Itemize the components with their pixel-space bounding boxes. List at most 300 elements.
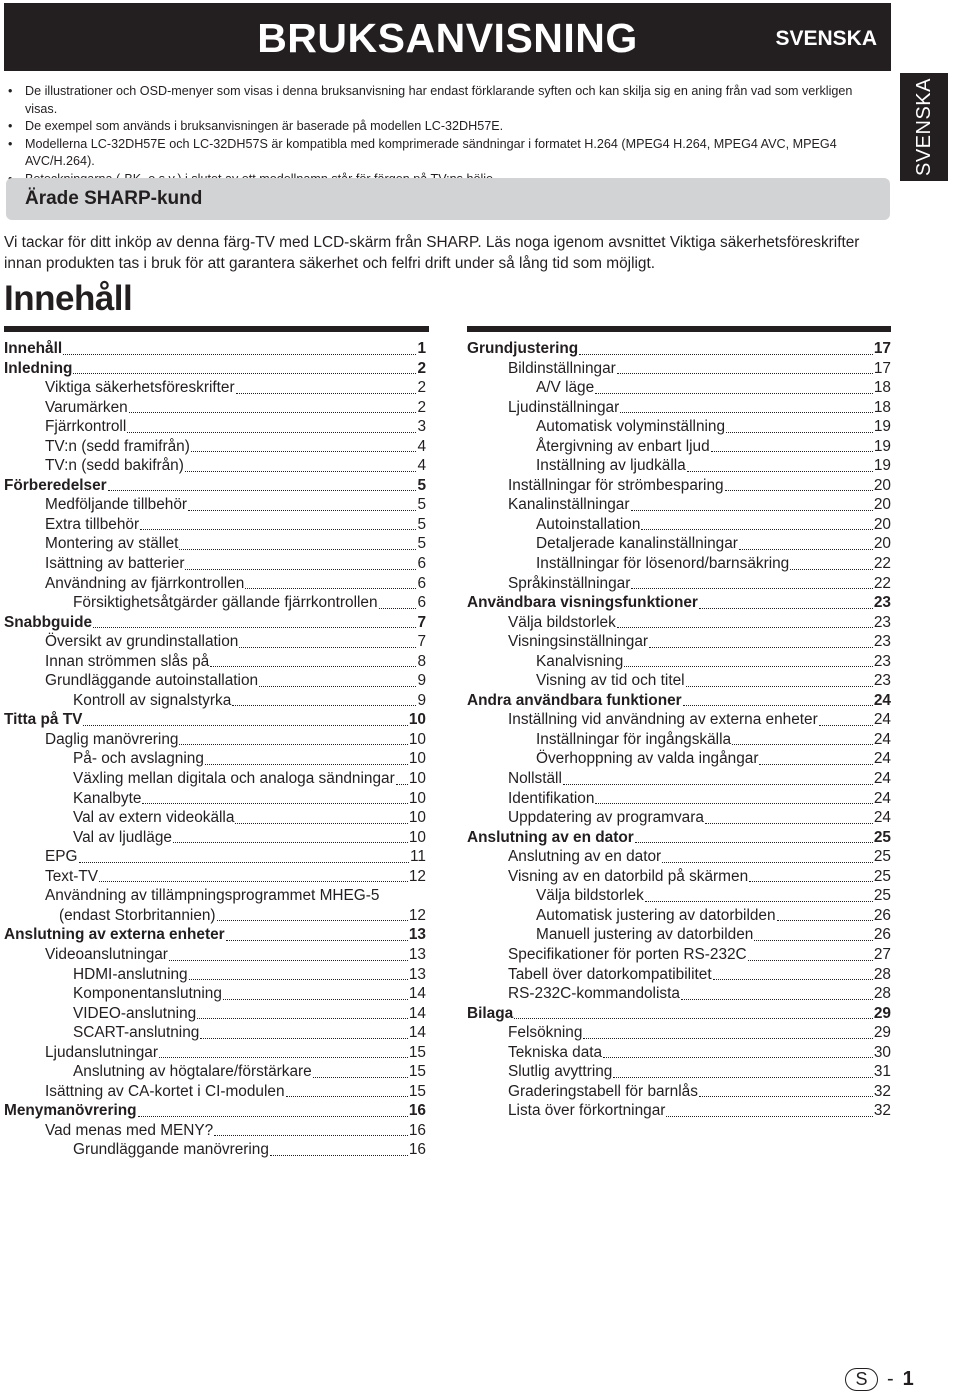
- toc-entry-label: Graderingstabell för barnlås: [508, 1082, 698, 1100]
- note-item: • De exempel som används i bruksanvisningen är baserade på modellen LC-32DH57E.: [8, 118, 888, 136]
- toc-entry-label: TV:n (sedd bakifrån): [45, 457, 184, 475]
- toc-entry-label: Inställningar för strömbesparing: [508, 476, 724, 494]
- toc-entry-page: 30: [873, 1043, 891, 1061]
- header-bar: [4, 3, 891, 71]
- toc-entry: [4, 847, 426, 867]
- toc-entry-label: TV:n (sedd framifrån): [45, 437, 190, 455]
- toc-entry-page: 4: [417, 457, 426, 475]
- toc-leader-dots: [83, 725, 407, 726]
- toc-leader-dots: [138, 1116, 408, 1117]
- toc-entry: [467, 965, 891, 985]
- toc-entry-label: Nollställ: [508, 770, 562, 788]
- toc-leader-dots: [63, 354, 416, 355]
- toc-leader-dots: [214, 1135, 408, 1136]
- toc-entry-label: Viktiga säkerhetsföreskrifter: [45, 379, 235, 397]
- toc-entry-label: Inställningar för ingångskälla: [536, 730, 732, 748]
- toc-entry: [4, 1140, 426, 1160]
- toc-entry: [467, 613, 891, 633]
- toc-entry-label: Ljudanslutningar: [45, 1043, 158, 1061]
- toc-entry: [467, 359, 891, 379]
- toc-entry-label: Felsökning: [508, 1024, 583, 1042]
- toc-section-entry: [4, 476, 426, 496]
- toc-entry-label: Bilaga: [467, 1004, 514, 1022]
- toc-entry-label: RS-232C-kommandolista: [508, 985, 680, 1003]
- toc-entry-label: Slutlig avyttring: [508, 1063, 613, 1081]
- toc-entry-page: 12: [408, 867, 426, 885]
- toc-entry-page: 24: [873, 750, 891, 768]
- toc-entry-page: 2: [417, 379, 426, 397]
- toc-entry: [467, 515, 891, 535]
- toc-leader-dots: [185, 471, 417, 472]
- toc-entry-label: Medföljande tillbehör: [45, 496, 188, 514]
- toc-leader-dots: [286, 1096, 408, 1097]
- toc-entry-label: Isättning av batterier: [45, 555, 185, 573]
- toc-entry: [467, 1082, 891, 1102]
- toc-leader-dots: [173, 842, 408, 843]
- toc-column-left: [4, 339, 426, 1160]
- toc-entry-label: Montering av stället: [45, 535, 179, 553]
- toc-entry-page: 10: [408, 711, 426, 729]
- toc-leader-dots: [631, 510, 873, 511]
- toc-leader-dots: [159, 1057, 408, 1058]
- toc-entry: [4, 984, 426, 1004]
- toc-entry-label: Växling mellan digitala och analoga sändningar: [73, 770, 395, 788]
- toc-leader-dots: [189, 979, 408, 980]
- toc-entry-page: 14: [408, 1024, 426, 1042]
- toc-entry-page: 23: [873, 613, 891, 631]
- page-number: 1: [902, 1367, 914, 1390]
- toc-entry-label: Inledning: [4, 359, 73, 377]
- toc-entry-page: 25: [873, 828, 891, 846]
- toc-section-entry: [4, 613, 426, 633]
- toc-section-entry: [467, 593, 891, 613]
- toc-entry-label: Översikt av grundinstallation: [45, 633, 239, 651]
- toc-leader-dots: [790, 569, 873, 570]
- toc-leader-dots: [127, 432, 416, 433]
- toc-entry: [467, 1043, 891, 1063]
- toc-entry-page: 15: [408, 1063, 426, 1081]
- toc-entry-label: Detaljerade kanalinställningar: [536, 535, 738, 553]
- toc-entry: [4, 808, 426, 828]
- toc-entry-page: 20: [873, 496, 891, 514]
- page-footer: [845, 1366, 914, 1392]
- toc-entry: [4, 867, 426, 887]
- toc-leader-dots: [169, 960, 408, 961]
- toc-entry-page: 18: [873, 398, 891, 416]
- toc-leader-dots: [662, 862, 873, 863]
- toc-leader-dots: [217, 920, 408, 921]
- language-label: SVENSKA: [775, 27, 877, 50]
- toc-entry: [467, 574, 891, 594]
- toc-leader-dots: [197, 1018, 408, 1019]
- toc-entry-label: SCART-anslutning: [73, 1024, 200, 1042]
- toc-entry-page: 23: [873, 633, 891, 651]
- toc-entry-page: 6: [417, 555, 426, 573]
- toc-entry: [4, 574, 426, 594]
- toc-leader-dots: [687, 471, 873, 472]
- toc-entry-page: 9: [417, 691, 426, 709]
- toc-leader-dots: [232, 705, 416, 706]
- toc-entry: [467, 456, 891, 476]
- toc-entry: [4, 730, 426, 750]
- toc-entry-label: Välja bildstorlek: [536, 887, 644, 905]
- toc-entry: [4, 828, 426, 848]
- toc-leader-dots: [754, 940, 873, 941]
- toc-leader-dots: [379, 608, 417, 609]
- toc-entry: [467, 417, 891, 437]
- toc-entry-label: Inställning vid användning av externa enheter: [508, 711, 818, 729]
- toc-leader-dots: [645, 901, 873, 902]
- toc-leader-dots: [205, 764, 408, 765]
- toc-leader-dots: [777, 920, 873, 921]
- toc-leader-dots: [200, 1038, 408, 1039]
- toc-entry-page: 13: [408, 945, 426, 963]
- toc-leader-dots: [631, 588, 873, 589]
- toc-entry-page: 24: [873, 770, 891, 788]
- toc-entry-label: Visningsinställningar: [508, 633, 649, 651]
- toc-entry-page: 17: [873, 359, 891, 377]
- toc-leader-dots: [748, 960, 873, 961]
- toc-entry-page: 25: [873, 867, 891, 885]
- toc-entry-page: 24: [873, 711, 891, 729]
- toc-entry-page: 25: [873, 848, 891, 866]
- toc-leader-dots: [595, 803, 872, 804]
- toc-entry-page: 13: [408, 965, 426, 983]
- intro-paragraph: Vi tackar för ditt inköp av denna färg-TV med LCD-skärm från SHARP. Läs noga igenom avsnittet Viktiga säkerhetsföreskrifter innan produkten tas i bruk för att garantera säkerhet och felfri drift under så lång tid som möjligt.: [4, 234, 860, 272]
- toc-entry: [4, 456, 426, 476]
- bullet-icon: •: [8, 119, 13, 133]
- toc-entry-label: A/V läge: [536, 379, 595, 397]
- toc-entry: [4, 1082, 426, 1102]
- toc-entry: [467, 925, 891, 945]
- toc-entry-page: 5: [417, 496, 426, 514]
- toc-entry-page: 29: [873, 1024, 891, 1042]
- toc-leader-dots: [726, 432, 873, 433]
- toc-entry-page: 16: [408, 1141, 426, 1159]
- toc-entry-page: 10: [408, 828, 426, 846]
- toc-entry-label: Innan strömmen slås på: [45, 652, 210, 670]
- toc-entry: [467, 1101, 891, 1121]
- toc-entry-label: Ljudinställningar: [508, 398, 620, 416]
- toc-entry: [467, 984, 891, 1004]
- toc-entry-page: 14: [408, 1004, 426, 1022]
- toc-entry-page: 2: [417, 359, 426, 377]
- toc-entry: [4, 417, 426, 437]
- toc-entry-page: 29: [873, 1004, 891, 1022]
- toc-entry: [4, 769, 426, 789]
- toc-entry-page: 10: [408, 750, 426, 768]
- document-title: BRUKSANVISNING: [257, 15, 638, 61]
- toc-entry: [4, 886, 426, 906]
- toc-entry-page: 10: [408, 730, 426, 748]
- toc-entry: [4, 906, 426, 926]
- toc-leader-dots: [239, 647, 416, 648]
- toc-leader-dots: [93, 627, 416, 628]
- toc-entry-label: Varumärken: [45, 398, 128, 416]
- toc-entry: [4, 749, 426, 769]
- toc-entry-page: 32: [873, 1082, 891, 1100]
- toc-entry-label: Daglig manövrering: [45, 730, 179, 748]
- toc-entry: [4, 1121, 426, 1141]
- toc-entry: [467, 437, 891, 457]
- toc-entry: [467, 378, 891, 398]
- toc-entry-label: Kontroll av signalstyrka: [73, 691, 232, 709]
- toc-entry-page: 17: [873, 340, 891, 357]
- toc-leader-dots: [683, 705, 873, 706]
- toc-entry-page: 10: [408, 789, 426, 807]
- toc-leader-dots: [613, 1077, 873, 1078]
- toc-entry: [467, 476, 891, 496]
- toc-entry-label: Videoanslutningar: [45, 945, 168, 963]
- toc-entry: [467, 730, 891, 750]
- toc-entry-label: Grundjustering: [467, 340, 579, 357]
- toc-entry-page: 3: [417, 418, 426, 436]
- toc-leader-dots: [641, 529, 872, 530]
- toc-entry-label: Användbara visningsfunktioner: [467, 594, 698, 612]
- toc-entry-page: 6: [417, 594, 426, 612]
- toc-entry-page: 16: [408, 1121, 426, 1139]
- toc-entry-label: Grundläggande manövrering: [73, 1141, 269, 1159]
- toc-entry: [467, 710, 891, 730]
- toc-entry-page: 10: [408, 809, 426, 827]
- toc-entry: [467, 847, 891, 867]
- toc-entry: [467, 789, 891, 809]
- bullet-icon: •: [8, 84, 13, 98]
- toc-entry-label: Innehåll: [4, 340, 63, 357]
- toc-leader-dots: [620, 412, 873, 413]
- toc-leader-dots: [210, 666, 416, 667]
- toc-leader-dots: [699, 1096, 873, 1097]
- toc-leader-dots: [583, 1038, 872, 1039]
- toc-leader-dots: [313, 1077, 408, 1078]
- toc-divider-right: [467, 326, 891, 332]
- toc-entry-page: 19: [873, 418, 891, 436]
- toc-entry-label: Menymanövrering: [4, 1102, 137, 1120]
- toc-leader-dots: [514, 1018, 873, 1019]
- toc-section-entry: [4, 710, 426, 730]
- toc-entry: [467, 632, 891, 652]
- toc-entry-page: 15: [408, 1043, 426, 1061]
- note-item: • Modellerna LC-32DH57E och LC-32DH57S är kompatibla med komprimerade sändningar i formatet H.264 (MPEG4 H.264, MPEG4 AVC, MPEG4 AVC/H.264).: [8, 136, 837, 168]
- toc-entry-label: Språkinställningar: [508, 574, 631, 592]
- toc-leader-dots: [759, 764, 872, 765]
- toc-leader-dots: [396, 784, 408, 785]
- toc-entry-label: Identifikation: [508, 789, 595, 807]
- toc-section-entry: [4, 339, 426, 359]
- toc-leader-dots: [223, 999, 408, 1000]
- greeting-banner: [6, 178, 890, 220]
- toc-entry: [4, 1062, 426, 1082]
- toc-entry-label: Kanalvisning: [536, 652, 624, 670]
- toc-entry-page: 23: [873, 672, 891, 690]
- toc-entry-page: 20: [873, 476, 891, 494]
- toc-entry-page: 26: [873, 906, 891, 924]
- toc-entry: [4, 437, 426, 457]
- toc-entry-page: 26: [873, 926, 891, 944]
- toc-entry-label: Val av ljudläge: [73, 828, 172, 846]
- toc-entry-page: 19: [873, 437, 891, 455]
- toc-leader-dots: [188, 510, 416, 511]
- toc-entry-label: Text-TV: [45, 867, 99, 885]
- toc-entry: [467, 671, 891, 691]
- toc-leader-dots: [705, 823, 873, 824]
- toc-entry-label: Användning av tillämpningsprogrammet MHEG-5: [45, 887, 380, 905]
- toc-leader-dots: [235, 823, 407, 824]
- toc-entry-page: 10: [408, 770, 426, 788]
- toc-entry-page: 5: [417, 535, 426, 553]
- toc-entry: [4, 554, 426, 574]
- section-letter-badge: S: [845, 1368, 878, 1391]
- toc-entry: [4, 671, 426, 691]
- toc-leader-dots: [732, 744, 873, 745]
- greeting-heading: Ärade SHARP-kund: [25, 188, 203, 209]
- toc-entry-page: 24: [873, 691, 891, 709]
- toc-entry-label: Försiktighetsåtgärder gällande fjärrkontrollen: [73, 594, 378, 612]
- toc-entry: [467, 867, 891, 887]
- toc-leader-dots: [140, 529, 416, 530]
- toc-leader-dots: [749, 881, 873, 882]
- toc-entry-label: Användning av fjärrkontrollen: [45, 574, 245, 592]
- language-side-tab: SVENSKA: [900, 73, 948, 181]
- toc-entry-page: 11: [410, 848, 426, 866]
- toc-entry-page: 24: [873, 730, 891, 748]
- toc-entry-label: Anslutning av högtalare/förstärkare: [73, 1063, 312, 1081]
- toc-section-entry: [4, 359, 426, 379]
- toc-entry-label: Titta på TV: [4, 711, 83, 729]
- toc-leader-dots: [595, 393, 873, 394]
- toc-entry: [4, 378, 426, 398]
- toc-entry-label: Autoinstallation: [536, 515, 641, 533]
- toc-entry-label: HDMI-anslutning: [73, 965, 188, 983]
- toc-entry-page: 18: [873, 379, 891, 397]
- toc-entry-page: 13: [408, 926, 426, 944]
- toc-leader-dots: [711, 451, 873, 452]
- toc-entry-page: 22: [873, 555, 891, 573]
- toc-entry: [4, 593, 426, 613]
- toc-leader-dots: [649, 647, 873, 648]
- toc-entry: [467, 906, 891, 926]
- toc-entry-label: Manuell justering av datorbilden: [536, 926, 754, 944]
- toc-entry-page: 9: [417, 672, 426, 690]
- toc-entry-label: Grundläggande autoinstallation: [45, 672, 259, 690]
- toc-entry-label: Anslutning av en dator: [467, 828, 634, 846]
- toc-entry-label: Anslutning av en dator: [508, 848, 662, 866]
- toc-entry: [467, 554, 891, 574]
- toc-entry-label: Automatisk volyminställning: [536, 418, 726, 436]
- toc-entry: [467, 808, 891, 828]
- toc-entry-page: 23: [873, 652, 891, 670]
- toc-entry-page: 24: [873, 789, 891, 807]
- toc-leader-dots: [686, 686, 873, 687]
- toc-leader-dots: [270, 1155, 408, 1156]
- toc-entry-page: 23: [873, 594, 891, 612]
- toc-entry-page: 20: [873, 515, 891, 533]
- toc-entry: [4, 495, 426, 515]
- toc-entry-page: 27: [873, 945, 891, 963]
- toc-entry-label: Lista över förkortningar: [508, 1102, 666, 1120]
- toc-entry-page: 28: [873, 985, 891, 1003]
- toc-entry-label: Välja bildstorlek: [508, 613, 616, 631]
- toc-entry-page: 24: [873, 809, 891, 827]
- toc-entry-label: (endast Storbritannien): [59, 906, 216, 924]
- toc-entry-page: 16: [408, 1102, 426, 1120]
- bullet-icon: •: [8, 136, 13, 151]
- toc-entry-page: 28: [873, 965, 891, 983]
- toc-entry-label: Vad menas med MENY?: [45, 1121, 214, 1139]
- toc-entry: [467, 495, 891, 515]
- toc-entry: [4, 398, 426, 418]
- toc-entry: [467, 886, 891, 906]
- toc-leader-dots: [681, 999, 873, 1000]
- toc-entry: [4, 965, 426, 985]
- toc-entry-page: 12: [408, 906, 426, 924]
- toc-entry-page: 25: [873, 887, 891, 905]
- toc-section-entry: [4, 1101, 426, 1121]
- toc-entry-label: På- och avslagning: [73, 750, 204, 768]
- toc-entry: [467, 1062, 891, 1082]
- toc-entry-label: Extra tillbehör: [45, 515, 140, 533]
- toc-entry-label: Specifikationer för porten RS-232C: [508, 945, 747, 963]
- toc-entry-page: 4: [417, 437, 426, 455]
- toc-leader-dots: [99, 881, 408, 882]
- toc-entry: [4, 691, 426, 711]
- toc-leader-dots: [129, 412, 417, 413]
- toc-leader-dots: [739, 549, 873, 550]
- toc-leader-dots: [666, 1116, 872, 1117]
- toc-leader-dots: [563, 784, 873, 785]
- toc-entry-page: 5: [417, 515, 426, 533]
- toc-entry-label: Automatisk justering av datorbilden: [536, 906, 776, 924]
- page-separator: -: [887, 1367, 894, 1390]
- toc-entry-label: Komponentanslutning: [73, 985, 222, 1003]
- toc-entry: [467, 749, 891, 769]
- toc-entry-label: VIDEO-anslutning: [73, 1004, 197, 1022]
- toc-entry: [4, 1004, 426, 1024]
- toc-leader-dots: [79, 862, 410, 863]
- toc-entry: [4, 945, 426, 965]
- toc-entry-label: Fjärrkontroll: [45, 418, 127, 436]
- toc-entry-page: 7: [417, 633, 426, 651]
- toc-entry-label: Bildinställningar: [508, 359, 616, 377]
- toc-leader-dots: [108, 490, 417, 491]
- toc-entry-page: 15: [408, 1082, 426, 1100]
- toc-entry-label: Kanalinställningar: [508, 496, 630, 514]
- toc-entry-label: Andra användbara funktioner: [467, 691, 682, 709]
- toc-leader-dots: [185, 569, 416, 570]
- toc-entry-page: 32: [873, 1102, 891, 1120]
- toc-leader-dots: [245, 588, 416, 589]
- toc-entry: [4, 1023, 426, 1043]
- toc-entry-label: Val av extern videokälla: [73, 809, 235, 827]
- toc-leader-dots: [603, 1057, 873, 1058]
- toc-leader-dots: [725, 490, 873, 491]
- toc-entry-page: 31: [873, 1063, 891, 1081]
- toc-entry-label: Snabbguide: [4, 613, 93, 631]
- toc-entry-page: 5: [417, 476, 426, 494]
- toc-entry-label: Uppdatering av programvara: [508, 809, 704, 827]
- toc-entry-label: Inställningar för lösenord/barnsäkring: [536, 555, 790, 573]
- toc-leader-dots: [624, 666, 873, 667]
- toc-leader-dots: [259, 686, 416, 687]
- toc-leader-dots: [617, 627, 873, 628]
- toc-entry-page: 2: [417, 398, 426, 416]
- toc-entry: [4, 1043, 426, 1063]
- toc-leader-dots: [699, 608, 873, 609]
- toc-entry-page: 7: [417, 613, 426, 631]
- toc-entry-page: 22: [873, 574, 891, 592]
- toc-entry-label: Förberedelser: [4, 476, 107, 494]
- toc-entry-label: Anslutning av externa enheter: [4, 926, 225, 944]
